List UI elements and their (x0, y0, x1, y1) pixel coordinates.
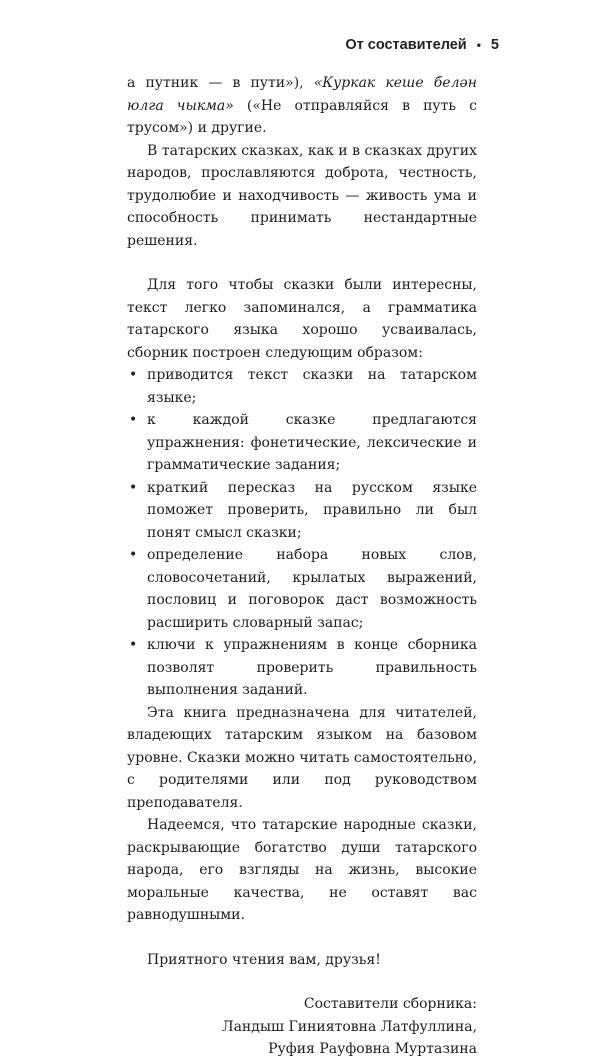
tatar-proverb: «Куркак кеше белән юлга чыкма» (127, 75, 477, 114)
list-item: • краткий пересказ на русском языке поможет проверить, правильно ли был понят смысл сказки; (127, 477, 477, 545)
page-number: 5 (490, 37, 499, 53)
paragraph-1 (127, 72, 477, 140)
paragraph-spacer (127, 252, 477, 274)
page-body (127, 72, 477, 1061)
closing-greeting: Приятного чтения вам, друзья! (147, 951, 381, 968)
paragraph-spacer (127, 927, 477, 949)
author-name: Ландыш Гиниятовна Латфуллина, (221, 1018, 477, 1035)
paragraph-5: Надеемся, что татарские народные сказки, раскрывающие богатство души татарского народа, его взгляды на жизнь, высокие моральные качества, не оставят вас равнодушными. (127, 817, 477, 923)
paragraph-1-start: а путник — в пути»), (127, 75, 314, 91)
list-item: • приводится текст сказки на татарском языке; (127, 364, 477, 409)
paragraph-2: В татарских сказках, как и в сказках других народов, прославляются доброта, честность, трудолюбие и находчивость — живость ума и способность принимать нестандартные решения. (127, 142, 477, 249)
paragraph-4: Эта книга предназначена для читателей, владеющих татарским языком на базовом уровне. Сказки можно читать самостоятельно, с родителями или под руководством преподавателя. (127, 704, 478, 811)
paragraph-3: Для того чтобы сказки были интересны, текст легко запоминался, а грамматика татарского языка хорошо усваивалась, сборник построен следующим образом: (127, 277, 477, 361)
signature-block (127, 993, 477, 1061)
running-header (345, 37, 499, 53)
chapter-title: От составителей (345, 37, 467, 53)
author-name: Руфия Рауфовна Муртазина (268, 1041, 477, 1057)
list-item: • ключи к упражнениям в конце сборника позволят проверить правильность выполнения заданий. (127, 634, 477, 702)
paragraph-spacer (127, 971, 477, 993)
paragraph-1-end: («Не отправляйся в путь с трусом») и другие. (127, 97, 477, 136)
structure-list (127, 364, 477, 702)
list-item: • определение набора новых слов, словосочетаний, крылатых выражений, пословиц и поговорок даст возможность расширить словарный запас; (127, 544, 477, 634)
header-separator: • (476, 38, 481, 52)
signature-label: Составители сборника: (303, 996, 477, 1012)
list-item: • к каждой сказке предлагаются упражнения: фонетические, лексические и грамматические задания; (127, 409, 477, 477)
